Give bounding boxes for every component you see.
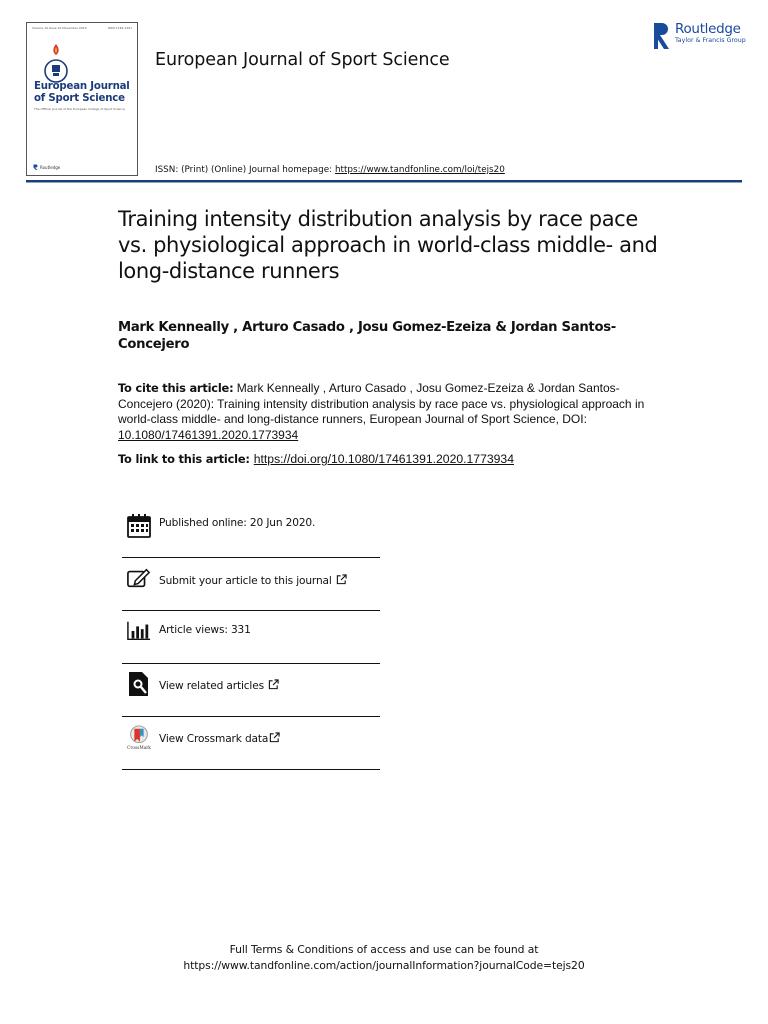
- cover-subtitle: The Official Journal of the European College of Sport Science: [34, 107, 125, 111]
- article-title: Training intensity distribution analysis by race pace vs. physiological approach in world-class middle- and long-distance runners: [118, 207, 658, 283]
- edit-icon: [127, 565, 151, 591]
- journal-cover: [26, 22, 138, 176]
- svg-text:CrossMark: CrossMark: [127, 746, 151, 751]
- calendar-icon: [127, 513, 151, 539]
- footer-line-1: Full Terms & Conditions of access and use can be found at: [229, 943, 539, 956]
- article-link-label: To link to this article:: [118, 452, 250, 466]
- external-link-icon: [336, 574, 347, 585]
- citation-doi-link[interactable]: 10.1080/17461391.2020.1773934: [118, 427, 299, 442]
- publisher-name: Routledge: [675, 21, 741, 37]
- info-divider: [122, 769, 380, 770]
- citation-text: Mark Kenneally , Arturo Casado , Josu Gomez-Ezeiza & Jordan Santos-Concejero (2020): Training intensity distribution analysis by race pace vs. physiological approach in world-class middle- and long-distance runners, European Journal of Sport Science, DOI:: [118, 381, 645, 426]
- issn-prefix: ISSN: (Print) (Online) Journal homepage:: [155, 165, 335, 175]
- external-link-icon: [269, 732, 280, 743]
- journal-homepage-link[interactable]: https://www.tandfonline.com/loi/tejs20: [334, 165, 505, 175]
- footer-terms: [0, 942, 768, 973]
- cover-issue: Volume 19 Issue 10 November 2019: [32, 26, 87, 30]
- article-doi-link[interactable]: https://doi.org/10.1080/17461391.2020.1773934: [253, 452, 514, 466]
- submit-article-label[interactable]: Submit your article to this journal: [159, 574, 347, 587]
- related-articles-label[interactable]: View related articles: [159, 679, 279, 692]
- header-divider-shadow: [26, 182, 742, 183]
- info-divider: [122, 557, 380, 558]
- published-online-label: Published online: 20 Jun 2020.: [159, 517, 316, 529]
- info-divider: [122, 610, 380, 611]
- publisher-group: Taylor & Francis Group: [675, 37, 746, 44]
- article-views-item: [122, 617, 380, 661]
- cover-title: European Journal of Sport Science: [34, 81, 130, 104]
- info-divider: [122, 716, 380, 717]
- citation-label: To cite this article:: [118, 381, 234, 395]
- info-divider: [122, 663, 380, 664]
- article-authors: Mark Kenneally , Arturo Casado , Josu Gomez-Ezeiza & Jordan Santos-Concejero: [118, 320, 616, 352]
- crossmark-label[interactable]: View Crossmark data: [159, 732, 280, 745]
- journal-title: European Journal of Sport Science: [155, 50, 450, 70]
- cover-issn: ISSN 1746-1391: [107, 26, 132, 30]
- citation-block: [118, 381, 658, 443]
- routledge-logo-icon: [653, 22, 671, 50]
- article-views-label: Article views: 331: [159, 624, 251, 636]
- external-link-icon: [268, 679, 279, 690]
- article-link-line: [118, 452, 514, 466]
- bar-chart-icon: [127, 618, 151, 644]
- submit-article-item[interactable]: [122, 564, 380, 608]
- routledge-mini-icon: [33, 164, 38, 170]
- crossmark-item[interactable]: [122, 723, 380, 767]
- search-document-icon: [127, 671, 151, 697]
- published-online-item: [122, 511, 380, 555]
- footer-terms-link[interactable]: https://www.tandfonline.com/action/journalInformation?journalCode=tejs20: [183, 958, 585, 972]
- publisher-logo[interactable]: [653, 22, 746, 50]
- crossmark-icon: [127, 725, 151, 751]
- cover-publisher: Routledge: [33, 164, 60, 170]
- issn-line: [155, 165, 505, 175]
- related-articles-item[interactable]: [122, 670, 380, 714]
